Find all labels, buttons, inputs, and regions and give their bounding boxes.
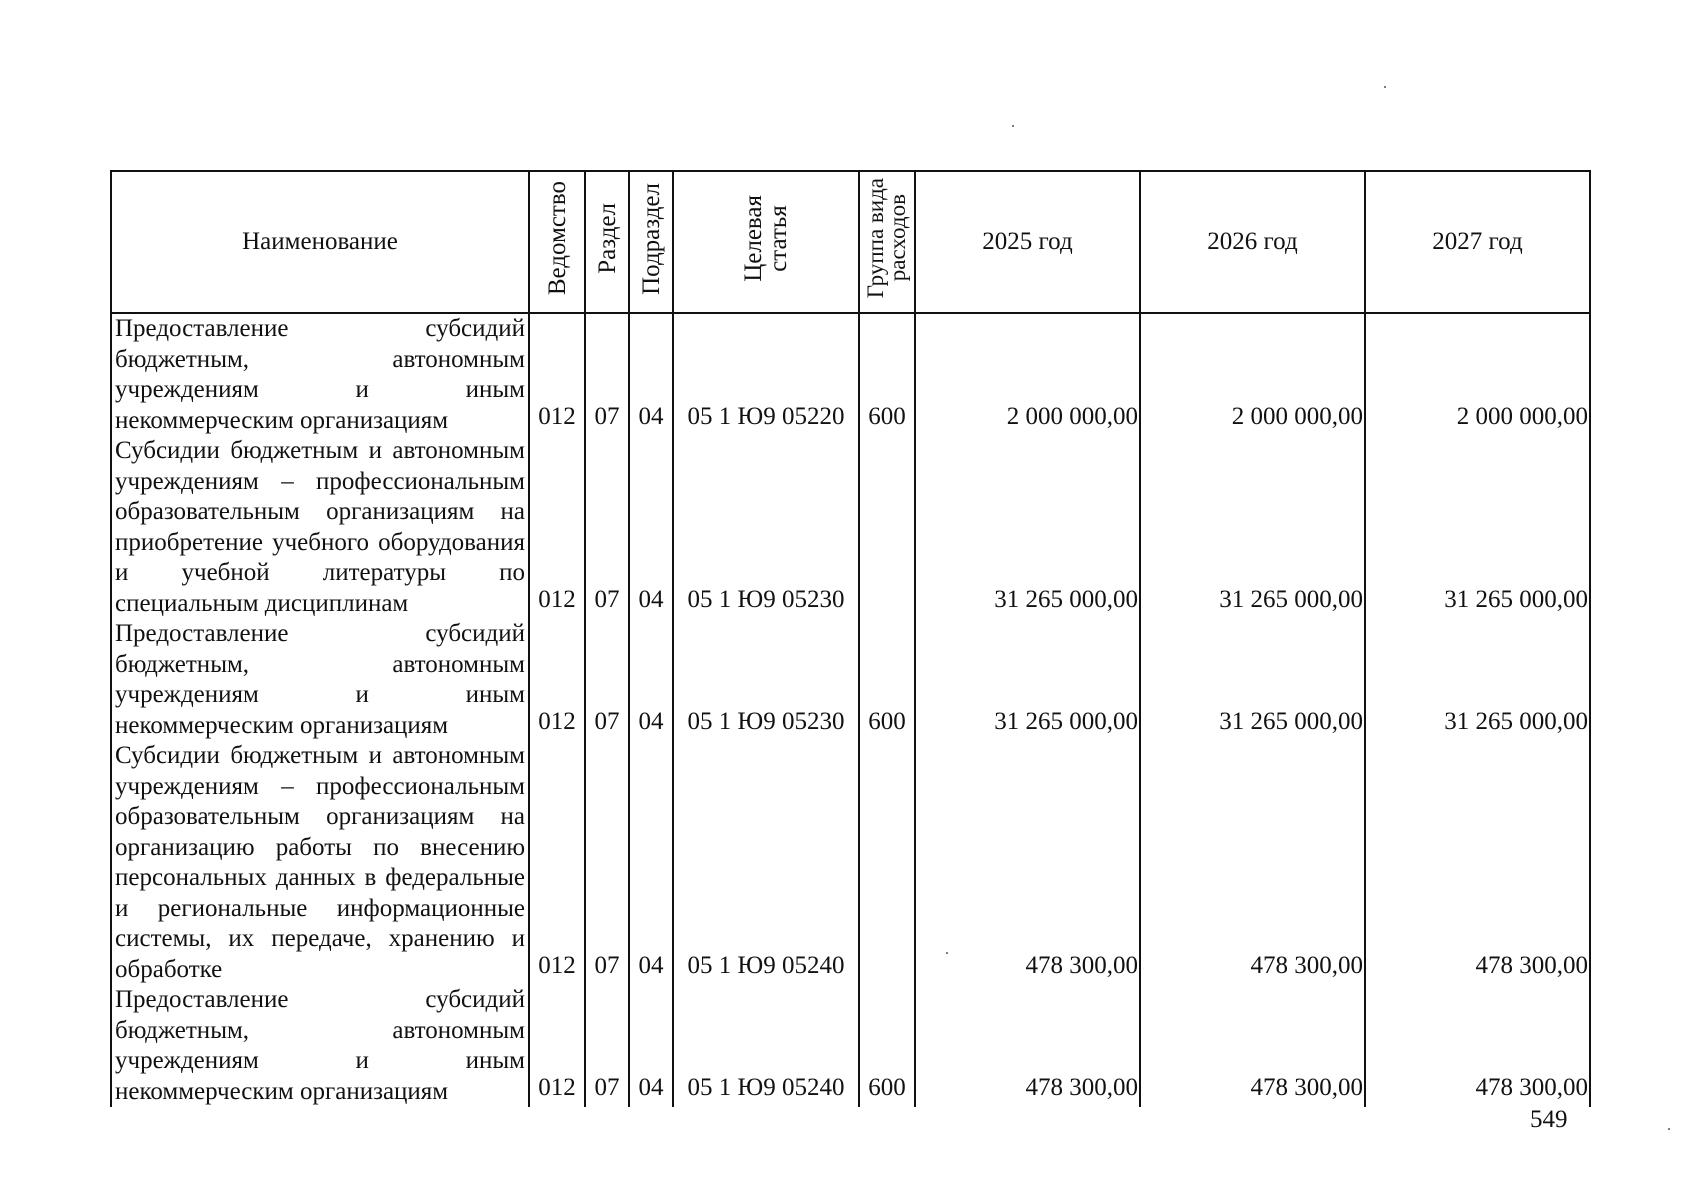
- header-year-2027: 2027 год: [1365, 171, 1590, 313]
- row-section: 07: [585, 313, 629, 436]
- row-2027: 478 300,00: [1365, 741, 1590, 985]
- row-group: 600: [859, 619, 915, 741]
- budget-table: [110, 170, 1591, 1107]
- page-number: 549: [1530, 1106, 1568, 1133]
- header-name: Наименование: [111, 171, 529, 313]
- row-name: Предоставление субсидий бюджетным, автономным учреждениям и иным некоммерческим организациям: [111, 985, 529, 1107]
- row-group: 600: [859, 313, 915, 436]
- row-group: [859, 436, 915, 619]
- row-2026: 478 300,00: [1140, 985, 1365, 1107]
- header-dept: Ведомство: [529, 171, 585, 313]
- row-subsection: 04: [629, 985, 673, 1107]
- row-2025: 478 300,00: [915, 741, 1140, 985]
- row-subsection: 04: [629, 436, 673, 619]
- row-article: 05 1 Ю9 05240: [673, 741, 859, 985]
- row-section: 07: [585, 436, 629, 619]
- row-2027: 2 000 000,00: [1365, 313, 1590, 436]
- header-year-2025: 2025 год: [915, 171, 1140, 313]
- row-article: 05 1 Ю9 05220: [673, 313, 859, 436]
- table-header: [111, 171, 1590, 313]
- table-row: [111, 313, 1590, 436]
- row-section: 07: [585, 619, 629, 741]
- row-2025: 31 265 000,00: [915, 619, 1140, 741]
- row-section: 07: [585, 741, 629, 985]
- row-dept: 012: [529, 619, 585, 741]
- row-2027: 31 265 000,00: [1365, 619, 1590, 741]
- row-2025: 478 300,00: [915, 985, 1140, 1107]
- table-row: [111, 985, 1590, 1107]
- row-dept: 012: [529, 436, 585, 619]
- header-subsection: Подраздел: [629, 171, 673, 313]
- scan-speck: [1384, 86, 1386, 88]
- header-section: Раздел: [585, 171, 629, 313]
- row-name: Предоставление субсидий бюджетным, автономным учреждениям и иным некоммерческим организациям: [111, 313, 529, 436]
- row-2026: 31 265 000,00: [1140, 619, 1365, 741]
- row-subsection: 04: [629, 741, 673, 985]
- header-article: Целевая статья: [673, 171, 859, 313]
- row-2027: 478 300,00: [1365, 985, 1590, 1107]
- row-article: 05 1 Ю9 05230: [673, 619, 859, 741]
- scan-speck: [1012, 125, 1014, 127]
- scan-speck: [946, 952, 948, 954]
- table-row: [111, 436, 1590, 619]
- row-2027: 31 265 000,00: [1365, 436, 1590, 619]
- row-name: Субсидии бюджетным и автономным учреждениям – профессиональным образовательным организациям на приобретение учебного оборудования и учебной литературы по специальным дисциплинам: [111, 436, 529, 619]
- table-body: [111, 313, 1590, 1107]
- row-article: 05 1 Ю9 05230: [673, 436, 859, 619]
- row-group: 600: [859, 985, 915, 1107]
- row-name: Субсидии бюджетным и автономным учреждениям – профессиональным образовательным организациям на организацию работы по внесению персональных данных в федеральные и региональные информационные системы, их передаче, хранению и обработке: [111, 741, 529, 985]
- row-name: Предоставление субсидий бюджетным, автономным учреждениям и иным некоммерческим организациям: [111, 619, 529, 741]
- row-2025: 2 000 000,00: [915, 313, 1140, 436]
- header-year-2026: 2026 год: [1140, 171, 1365, 313]
- table-row: [111, 741, 1590, 985]
- row-dept: 012: [529, 313, 585, 436]
- row-section: 07: [585, 985, 629, 1107]
- row-article: 05 1 Ю9 05240: [673, 985, 859, 1107]
- row-group: [859, 741, 915, 985]
- scan-speck: [1668, 1128, 1670, 1130]
- header-group: Группа вида расходов: [859, 171, 915, 313]
- row-dept: 012: [529, 985, 585, 1107]
- row-dept: 012: [529, 741, 585, 985]
- row-subsection: 04: [629, 313, 673, 436]
- table-row: [111, 619, 1590, 741]
- row-2026: 478 300,00: [1140, 741, 1365, 985]
- row-2026: 2 000 000,00: [1140, 313, 1365, 436]
- row-2025: 31 265 000,00: [915, 436, 1140, 619]
- row-2026: 31 265 000,00: [1140, 436, 1365, 619]
- row-subsection: 04: [629, 619, 673, 741]
